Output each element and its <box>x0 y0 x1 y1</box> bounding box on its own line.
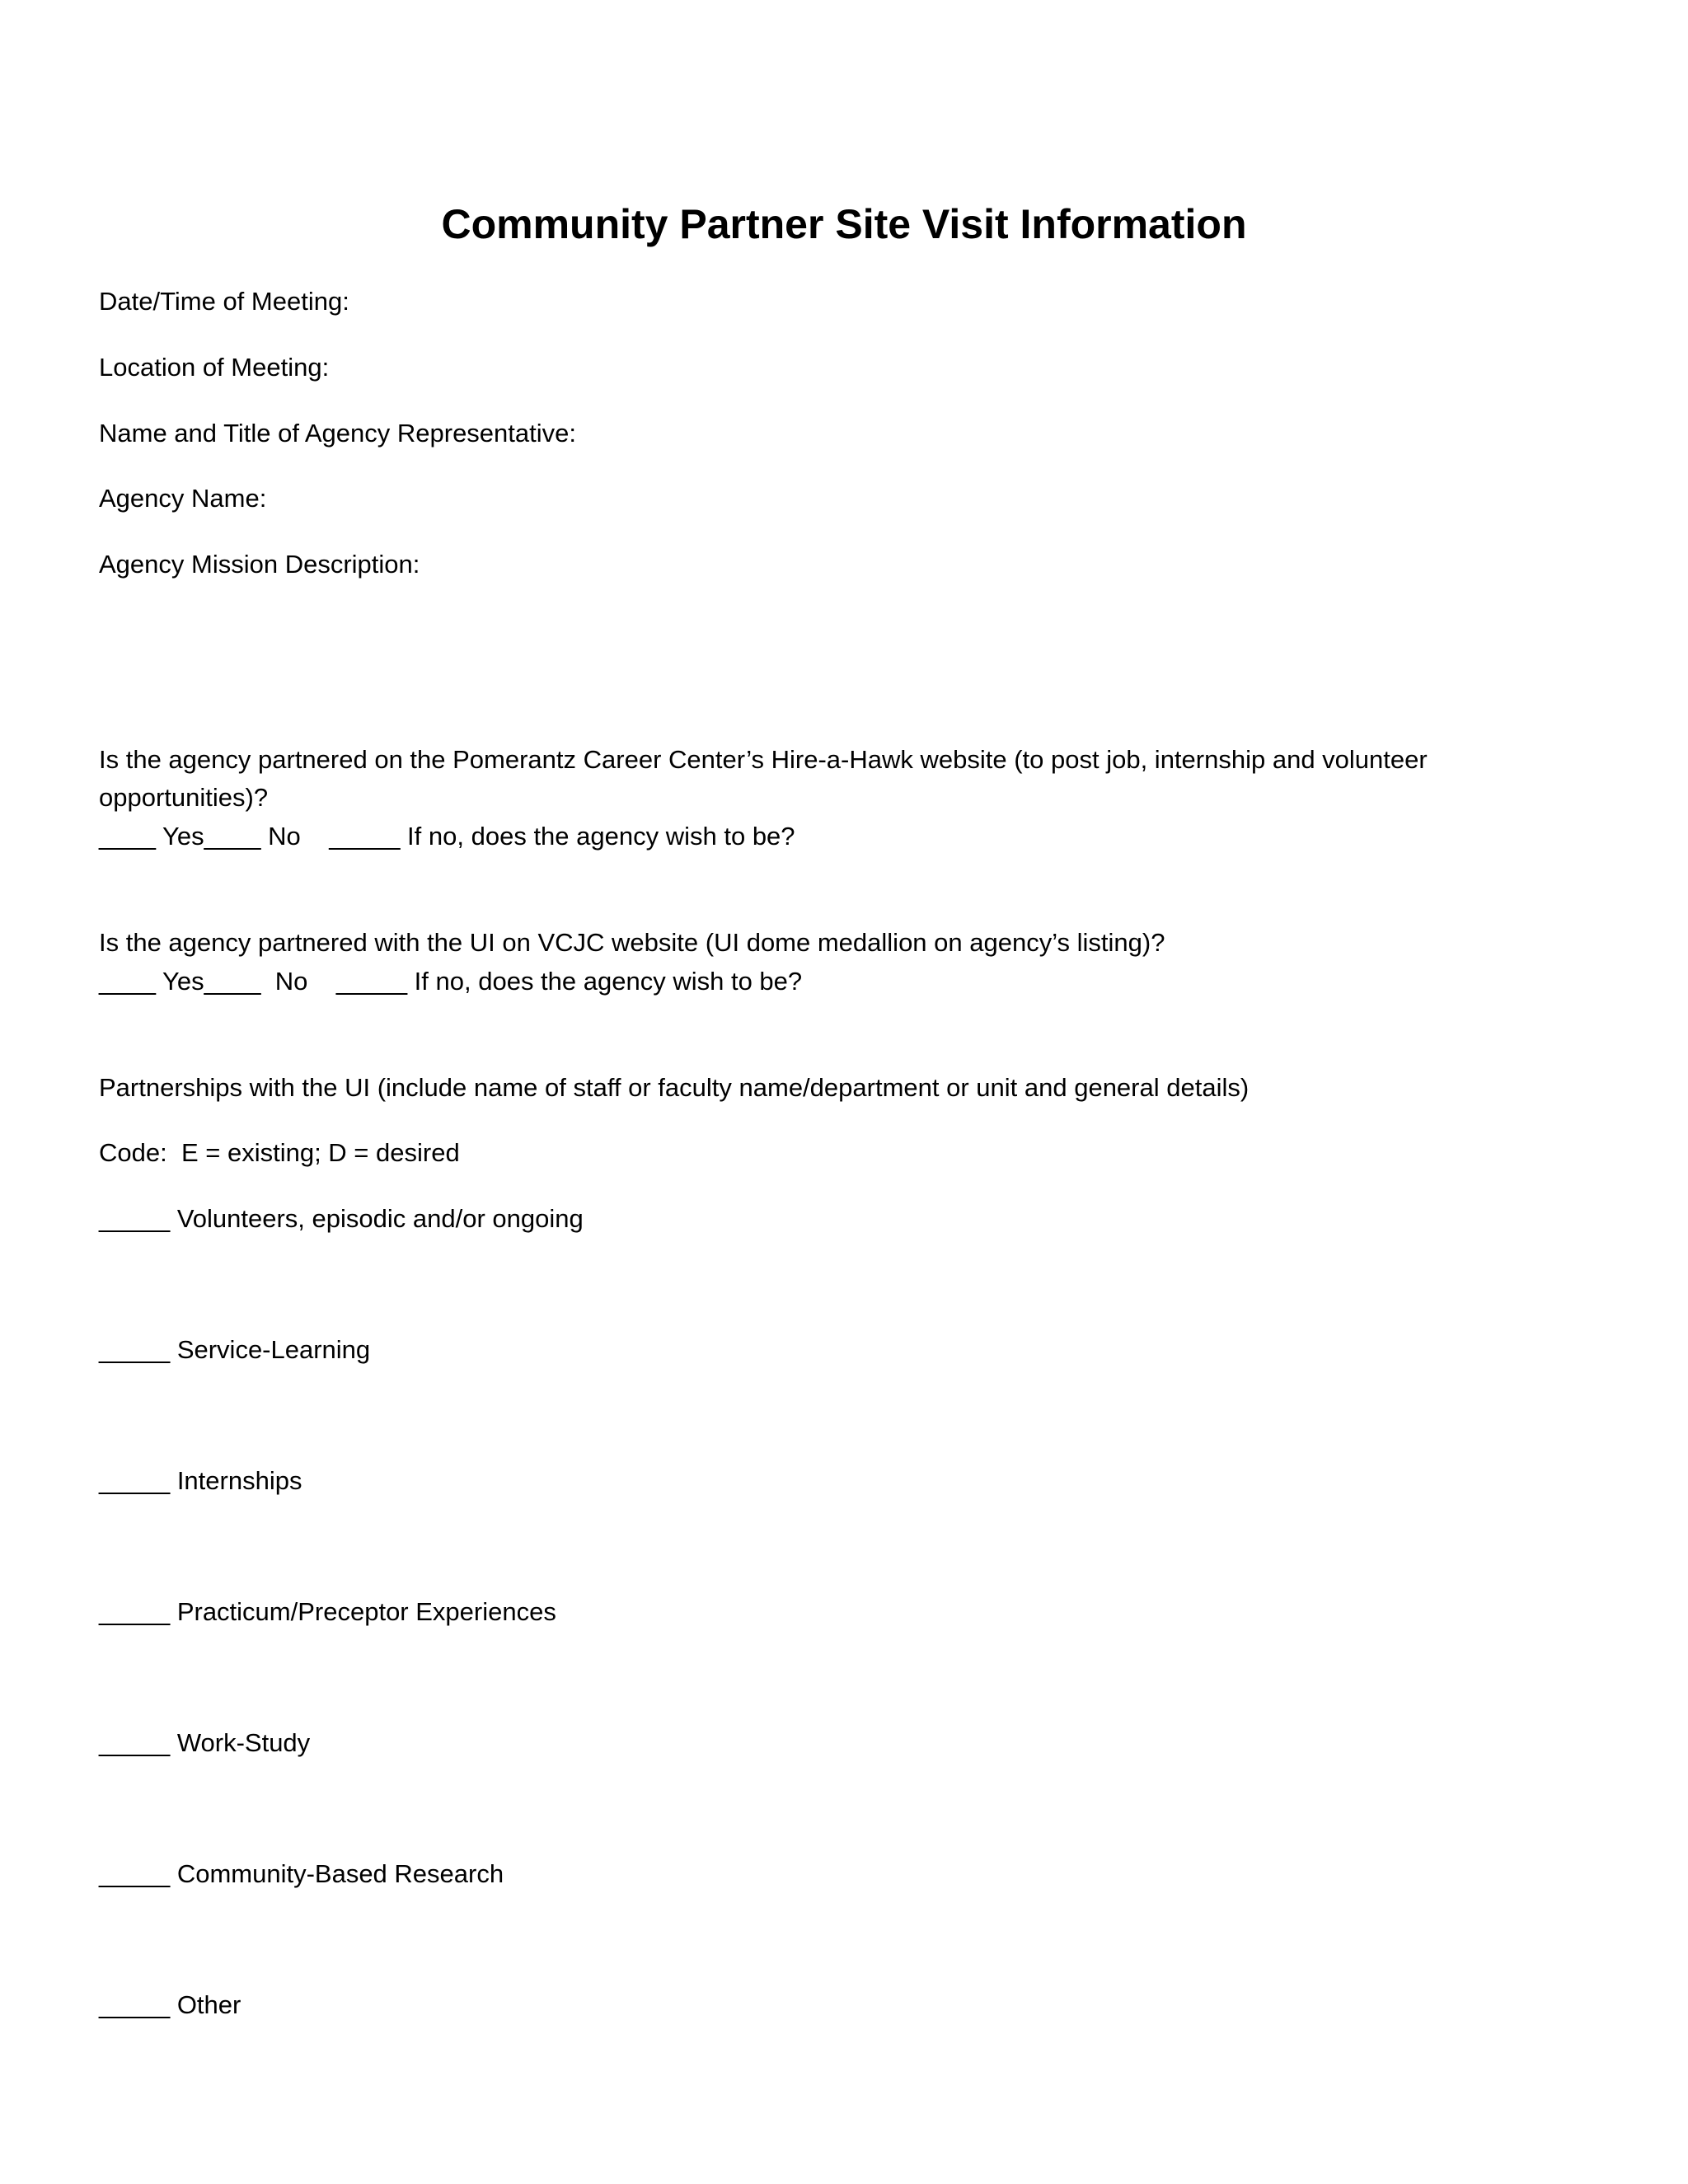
question-hire-a-hawk-line1: Is the agency partnered on the Pomerantz Career Center’s Hire-a-Hawk website (to post job, internship and volunteer <box>99 745 1428 774</box>
partnerships-code-legend: Code: E = existing; D = desired <box>99 1138 460 1167</box>
location-field-label: Location of Meeting: <box>99 353 330 382</box>
partnerships-heading: Partnerships with the UI (include name of staff or faculty name/department or unit and general details) <box>99 1073 1250 1102</box>
partnership-item-other: _____ Other <box>99 1990 241 2019</box>
question-vcjc-answer: ____ Yes____ No _____ If no, does the agency wish to be? <box>99 967 803 996</box>
question-vcjc-line1: Is the agency partnered with the UI on VCJC website (UI dome medallion on agency’s listing)? <box>99 928 1165 957</box>
partnership-item-work-study: _____ Work-Study <box>99 1728 311 1757</box>
agency-name-field-label: Agency Name: <box>99 484 267 513</box>
date-time-field-label: Date/Time of Meeting: <box>99 287 349 316</box>
question-hire-a-hawk-answer: ____ Yes____ No _____ If no, does the agency wish to be? <box>99 822 795 851</box>
page-title: Community Partner Site Visit Information <box>441 201 1247 247</box>
partnership-item-volunteers: _____ Volunteers, episodic and/or ongoing <box>99 1204 584 1233</box>
partnership-item-practicum: _____ Practicum/Preceptor Experiences <box>99 1597 556 1626</box>
mission-field-label: Agency Mission Description: <box>99 550 420 579</box>
partnership-item-internships: _____ Internships <box>99 1466 302 1495</box>
representative-field-label: Name and Title of Agency Representative: <box>99 419 576 448</box>
partnership-item-service-learning: _____ Service-Learning <box>99 1335 371 1364</box>
question-hire-a-hawk-line2: opportunities)? <box>99 783 269 812</box>
partnership-item-community-research: _____ Community-Based Research <box>99 1859 504 1888</box>
